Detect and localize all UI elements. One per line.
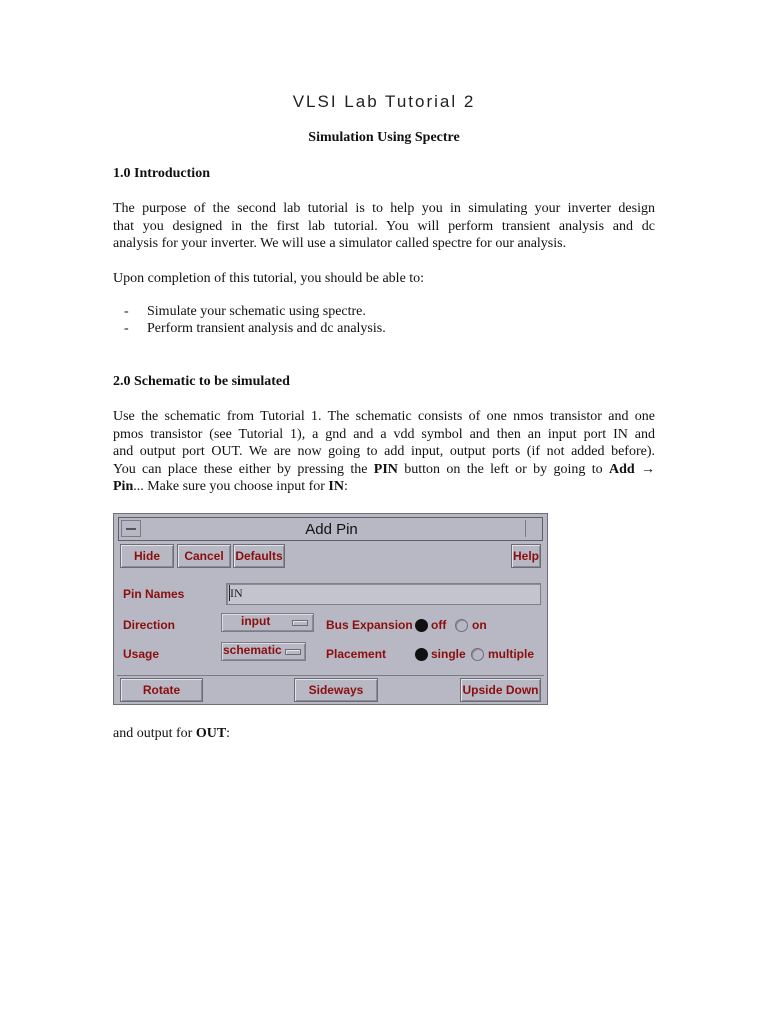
pin-names-input[interactable]: [226, 583, 541, 605]
upside-down-button[interactable]: Upside Down: [460, 678, 541, 702]
objectives-intro: Upon completion of this tutorial, you should be able to:: [113, 271, 425, 286]
usage-dropdown[interactable]: [221, 642, 306, 661]
placement-label: Placement: [326, 647, 387, 661]
page-subtitle: Simulation Using Spectre: [308, 130, 460, 145]
section-heading-introduction: 1.0 Introduction: [113, 166, 210, 181]
dialog-separator: [117, 675, 544, 676]
schematic-line: pmos transistor (see Tutorial 1), a gnd and a vdd symbol and then an input port IN and: [113, 426, 655, 442]
text-run: :: [343, 479, 348, 494]
text-run: You can place these either by pressing the: [113, 461, 374, 477]
rotate-button[interactable]: Rotate: [120, 678, 203, 702]
pin-names-label: Pin Names: [123, 587, 185, 601]
text-bold: PIN: [373, 461, 398, 477]
cancel-button[interactable]: Cancel: [177, 544, 231, 568]
text-run: button on the left or by going to: [397, 461, 609, 477]
placement-multiple-radio[interactable]: [471, 648, 484, 661]
hide-button[interactable]: Hide: [120, 544, 174, 568]
text-bold: IN: [328, 479, 344, 494]
placement-single-radio[interactable]: [415, 648, 428, 661]
schematic-paragraph: [113, 408, 655, 496]
bus-expansion-off-label: off: [431, 618, 447, 632]
direction-dropdown[interactable]: [221, 613, 314, 632]
dialog-title: Add Pin: [305, 521, 358, 538]
chevron-down-icon: [292, 620, 308, 626]
text-run: and output for: [113, 726, 196, 741]
bus-expansion-off-radio[interactable]: [415, 619, 428, 632]
intro-paragraph: [113, 200, 655, 253]
text-bold: Add →: [608, 461, 655, 477]
window-corner: [525, 520, 540, 537]
usage-label: Usage: [123, 647, 160, 661]
intro-line: that you designed in the first lab tutorial. You will perform transient analysis and dc: [113, 218, 655, 234]
schematic-line: [113, 461, 655, 479]
add-pin-dialog: [113, 513, 548, 705]
text-bold: Pin: [113, 479, 134, 494]
direction-label: Direction: [123, 618, 176, 632]
objective-item: Simulate your schematic using spectre.: [147, 304, 366, 319]
help-button[interactable]: Help: [511, 544, 541, 568]
after-dialog-text: [113, 725, 655, 743]
bus-expansion-on-label: on: [472, 618, 487, 632]
chevron-down-icon: [285, 649, 301, 655]
text-run: ... Make sure you choose input for: [133, 479, 329, 494]
pin-names-value: IN: [230, 586, 243, 600]
text-run: :: [226, 726, 231, 741]
defaults-button[interactable]: Defaults: [233, 544, 285, 568]
schematic-line: Use the schematic from Tutorial 1. The schematic consists of one nmos transistor and one: [113, 409, 655, 424]
placement-multiple-label: multiple: [488, 647, 535, 661]
intro-line: The purpose of the second lab tutorial is to help you in simulating your inverter design: [113, 201, 655, 216]
objective-item: Perform transient analysis and dc analysis.: [147, 321, 386, 336]
text-bold: OUT: [195, 726, 227, 741]
sideways-button[interactable]: Sideways: [294, 678, 378, 702]
schematic-line: and output port OUT. We are now going to add input, output ports (if not added before).: [113, 444, 655, 459]
direction-value: input: [241, 614, 271, 628]
bus-expansion-on-radio[interactable]: [455, 619, 468, 632]
bus-expansion-label: Bus Expansion: [326, 618, 413, 632]
schematic-line: [113, 478, 655, 496]
usage-value: schematic: [223, 643, 282, 657]
dialog-titlebar: [118, 517, 543, 541]
section-heading-schematic: 2.0 Schematic to be simulated: [113, 374, 290, 389]
intro-line: analysis for your inverter. We will use a simulator called spectre for our analysis.: [113, 236, 567, 251]
page-title: VLSI Lab Tutorial 2: [292, 92, 476, 111]
bullet-marker: -: [124, 304, 129, 319]
placement-single-label: single: [431, 647, 466, 661]
window-menu-icon[interactable]: [121, 520, 141, 537]
bullet-marker: -: [124, 321, 129, 336]
